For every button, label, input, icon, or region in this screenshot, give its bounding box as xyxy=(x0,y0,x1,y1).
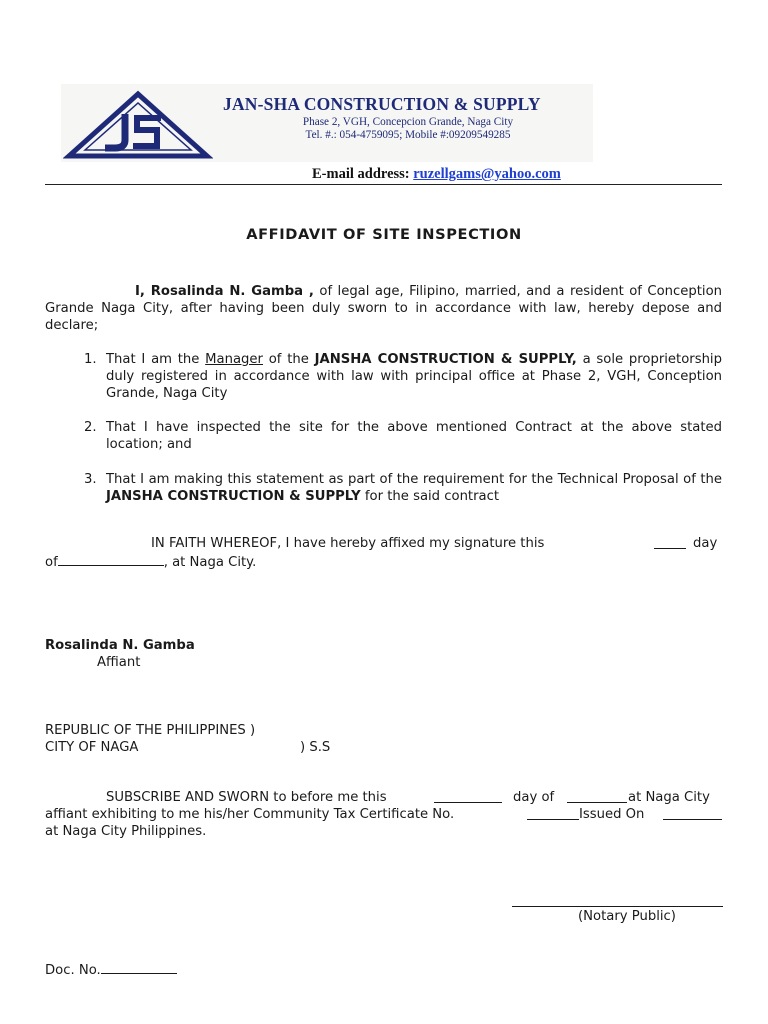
affiant-label: Affiant xyxy=(97,655,141,670)
subscribe-text: affiant exhibiting to me his/her Community Tax Certificate No. xyxy=(45,807,455,822)
list-item xyxy=(84,351,722,402)
faith-text: day xyxy=(693,536,718,551)
list-item xyxy=(84,471,722,505)
ctc-number-blank[interactable] xyxy=(527,807,579,820)
declarant-name: I, Rosalinda N. Gamba , xyxy=(135,284,314,299)
faith-text: , at Naga City. xyxy=(163,555,257,570)
sworn-month-blank[interactable] xyxy=(567,790,627,803)
list-item-number: 3. xyxy=(84,472,97,487)
item-text: That I am the xyxy=(106,352,206,367)
company-address: Phase 2, VGH, Concepcion Grande, Naga City xyxy=(302,116,514,128)
email-label: E-mail address: xyxy=(312,166,410,182)
subscribe-text: SUBSCRIBE AND SWORN to before me this xyxy=(106,790,387,805)
intro-text: of legal age, Filipino, married, and a resident of Conception Grande Naga City, after having been duly sworn to in accordance with law, hereby depose and declare; xyxy=(45,284,722,333)
doc-number-blank[interactable] xyxy=(101,961,177,974)
jurisdiction-line-2-right: ) S.S xyxy=(300,740,331,755)
item-text: That I am making this statement as part of the requirement for the Technical Proposal of the xyxy=(106,472,722,487)
sworn-day-blank[interactable] xyxy=(434,790,502,803)
item-text: a sole proprietorship duly registered in accordance with law with principal office at Phase 2, VGH, Conception Grande, Naga City xyxy=(106,352,722,401)
subscribe-text: day of xyxy=(513,790,555,805)
subscribe-line-3: at Naga City Philippines. xyxy=(45,824,207,839)
item-text: for the said contract xyxy=(360,489,500,504)
faith-line-2 xyxy=(45,553,256,570)
letterhead xyxy=(61,84,593,162)
company-telephone: Tel. #.: 054-4759095; Mobile #:09209549285 xyxy=(305,129,511,141)
doc-number-row xyxy=(45,961,177,978)
notary-label: (Notary Public) xyxy=(578,909,676,924)
company-mention: JANSHA CONSTRUCTION & SUPPLY xyxy=(106,489,361,504)
faith-text: IN FAITH WHEREOF, I have hereby affixed my signature this xyxy=(151,536,545,551)
month-blank[interactable] xyxy=(58,553,164,566)
jurisdiction-line-2-left: CITY OF NAGA xyxy=(45,740,139,755)
header-divider xyxy=(45,184,722,185)
day-blank[interactable] xyxy=(654,536,686,549)
list-item-number: 2. xyxy=(84,420,97,435)
item-text: That I have inspected the site for the above mentioned Contract at the above stated location; and xyxy=(106,420,722,452)
document-title: AFFIDAVIT OF SITE INSPECTION xyxy=(246,226,522,243)
list-item-number: 1. xyxy=(84,352,97,367)
email-link[interactable]: ruzellgams@yahoo.com xyxy=(413,166,561,182)
list-item xyxy=(84,419,722,453)
subscribe-text: at Naga City xyxy=(628,790,710,805)
item-text: of the xyxy=(262,352,315,367)
notary-signature-line[interactable] xyxy=(512,906,723,907)
email-row xyxy=(312,166,561,183)
faith-text: of xyxy=(45,555,58,570)
company-name: JAN-SHA CONSTRUCTION & SUPPLY xyxy=(223,94,541,114)
subscribe-text: Issued On xyxy=(579,807,645,822)
company-mention: JANSHA CONSTRUCTION & SUPPLY, xyxy=(314,352,577,367)
intro-paragraph xyxy=(45,283,722,334)
doc-number-label: Doc. No. xyxy=(45,963,101,978)
issued-on-blank[interactable] xyxy=(663,807,722,820)
role-text: Manager xyxy=(205,352,263,367)
triangle-js-logo-icon xyxy=(63,88,213,160)
affiant-name: Rosalinda N. Gamba xyxy=(45,638,195,653)
jurisdiction-line-1: REPUBLIC OF THE PHILIPPINES ) xyxy=(45,723,256,738)
